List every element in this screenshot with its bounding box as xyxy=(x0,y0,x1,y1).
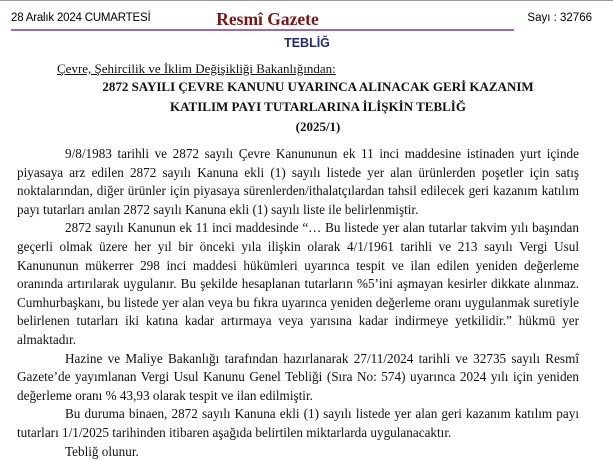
section-label: TEBLİĞ xyxy=(0,36,613,50)
paragraph: Bu duruma binaen, 2872 sayılı Kanuna ekli (1) sayılı listede yer alan geri kazanım katılım payı tutarları 1/1/2025 tarihinden itibaren aşağıda belirtilen miktarlarda uygulanacaktır. xyxy=(17,405,579,442)
document-title xyxy=(0,77,613,137)
header-divider xyxy=(11,29,514,31)
title-line: KATILIM PAYI TUTARLARINA İLİŞKİN TEBLİĞ xyxy=(23,97,613,117)
gazette-header xyxy=(11,6,513,30)
closing-statement: Tebliğ olunur. xyxy=(17,443,579,461)
title-number: (2025/1) xyxy=(23,117,613,137)
ministry-name: Çevre, Şehircilik ve İklim Değişikliği Bakanlığından: xyxy=(57,61,336,77)
title-line: 2872 SAYILI ÇEVRE KANUNU UYARINCA ALINACAK GERİ KAZANIM xyxy=(23,77,613,97)
issue-date: 28 Aralık 2024 CUMARTESİ xyxy=(11,12,150,24)
gazette-title: Resmî Gazete xyxy=(11,9,513,30)
document-body xyxy=(17,145,579,461)
paragraph: 9/8/1983 tarihli ve 2872 sayılı Çevre Kanununun ek 11 inci maddesine istinaden yurt içinde piyasaya arz edilen 2872 sayılı Kanuna ekli (1) sayılı listede yer alan ürünlerden poşetler için satış noktalarından, diğer ürünler için piyasaya sürenlerden/ithalatçılardan tahsil edilecek geri kazanım katılım payı tutarları anılan 2872 sayılı Kanuna ekli (1) sayılı liste ile belirlenmiştir. xyxy=(17,145,579,219)
paragraph: Hazine ve Maliye Bakanlığı tarafından hazırlanarak 27/11/2024 tarihli ve 32735 sayılı Resmî Gazete’de yayımlanan Vergi Usul Kanunu Genel Tebliği (Sıra No: 574) uyarınca 2024 yılı için yeniden değerleme oranı % 43,93 olarak tespit ve ilan edilmiştir. xyxy=(17,350,579,406)
issue-number: Sayı : 32766 xyxy=(527,12,592,24)
paragraph: 2872 sayılı Kanunun ek 11 inci maddesinde “… Bu listede yer alan tutarlar takvim yılı başından geçerli olmak üzere her yıl bir önceki yıla ilişkin olarak 4/1/1961 tarihli ve 213 sayılı Vergi Usul Kanununun mükerrer 298 inci maddesi hükümleri uyarınca tespit ve ilan edilen yeniden değerleme oranında artırılarak uygulanır. Bu şekilde hesaplanan tutarların %5’ini aşmayan kesirler dikkate alınmaz. Cumhurbaşkanı, bu listede yer alan veya bu fıkra uyarınca yeniden değerleme oranı uygulanmak suretiyle belirlenen tutarları iki katına kadar artırmaya veya yarısına kadar indirmeye yetkilidir.” hükmü yer almaktadır. xyxy=(17,219,579,349)
top-border xyxy=(0,0,613,1)
